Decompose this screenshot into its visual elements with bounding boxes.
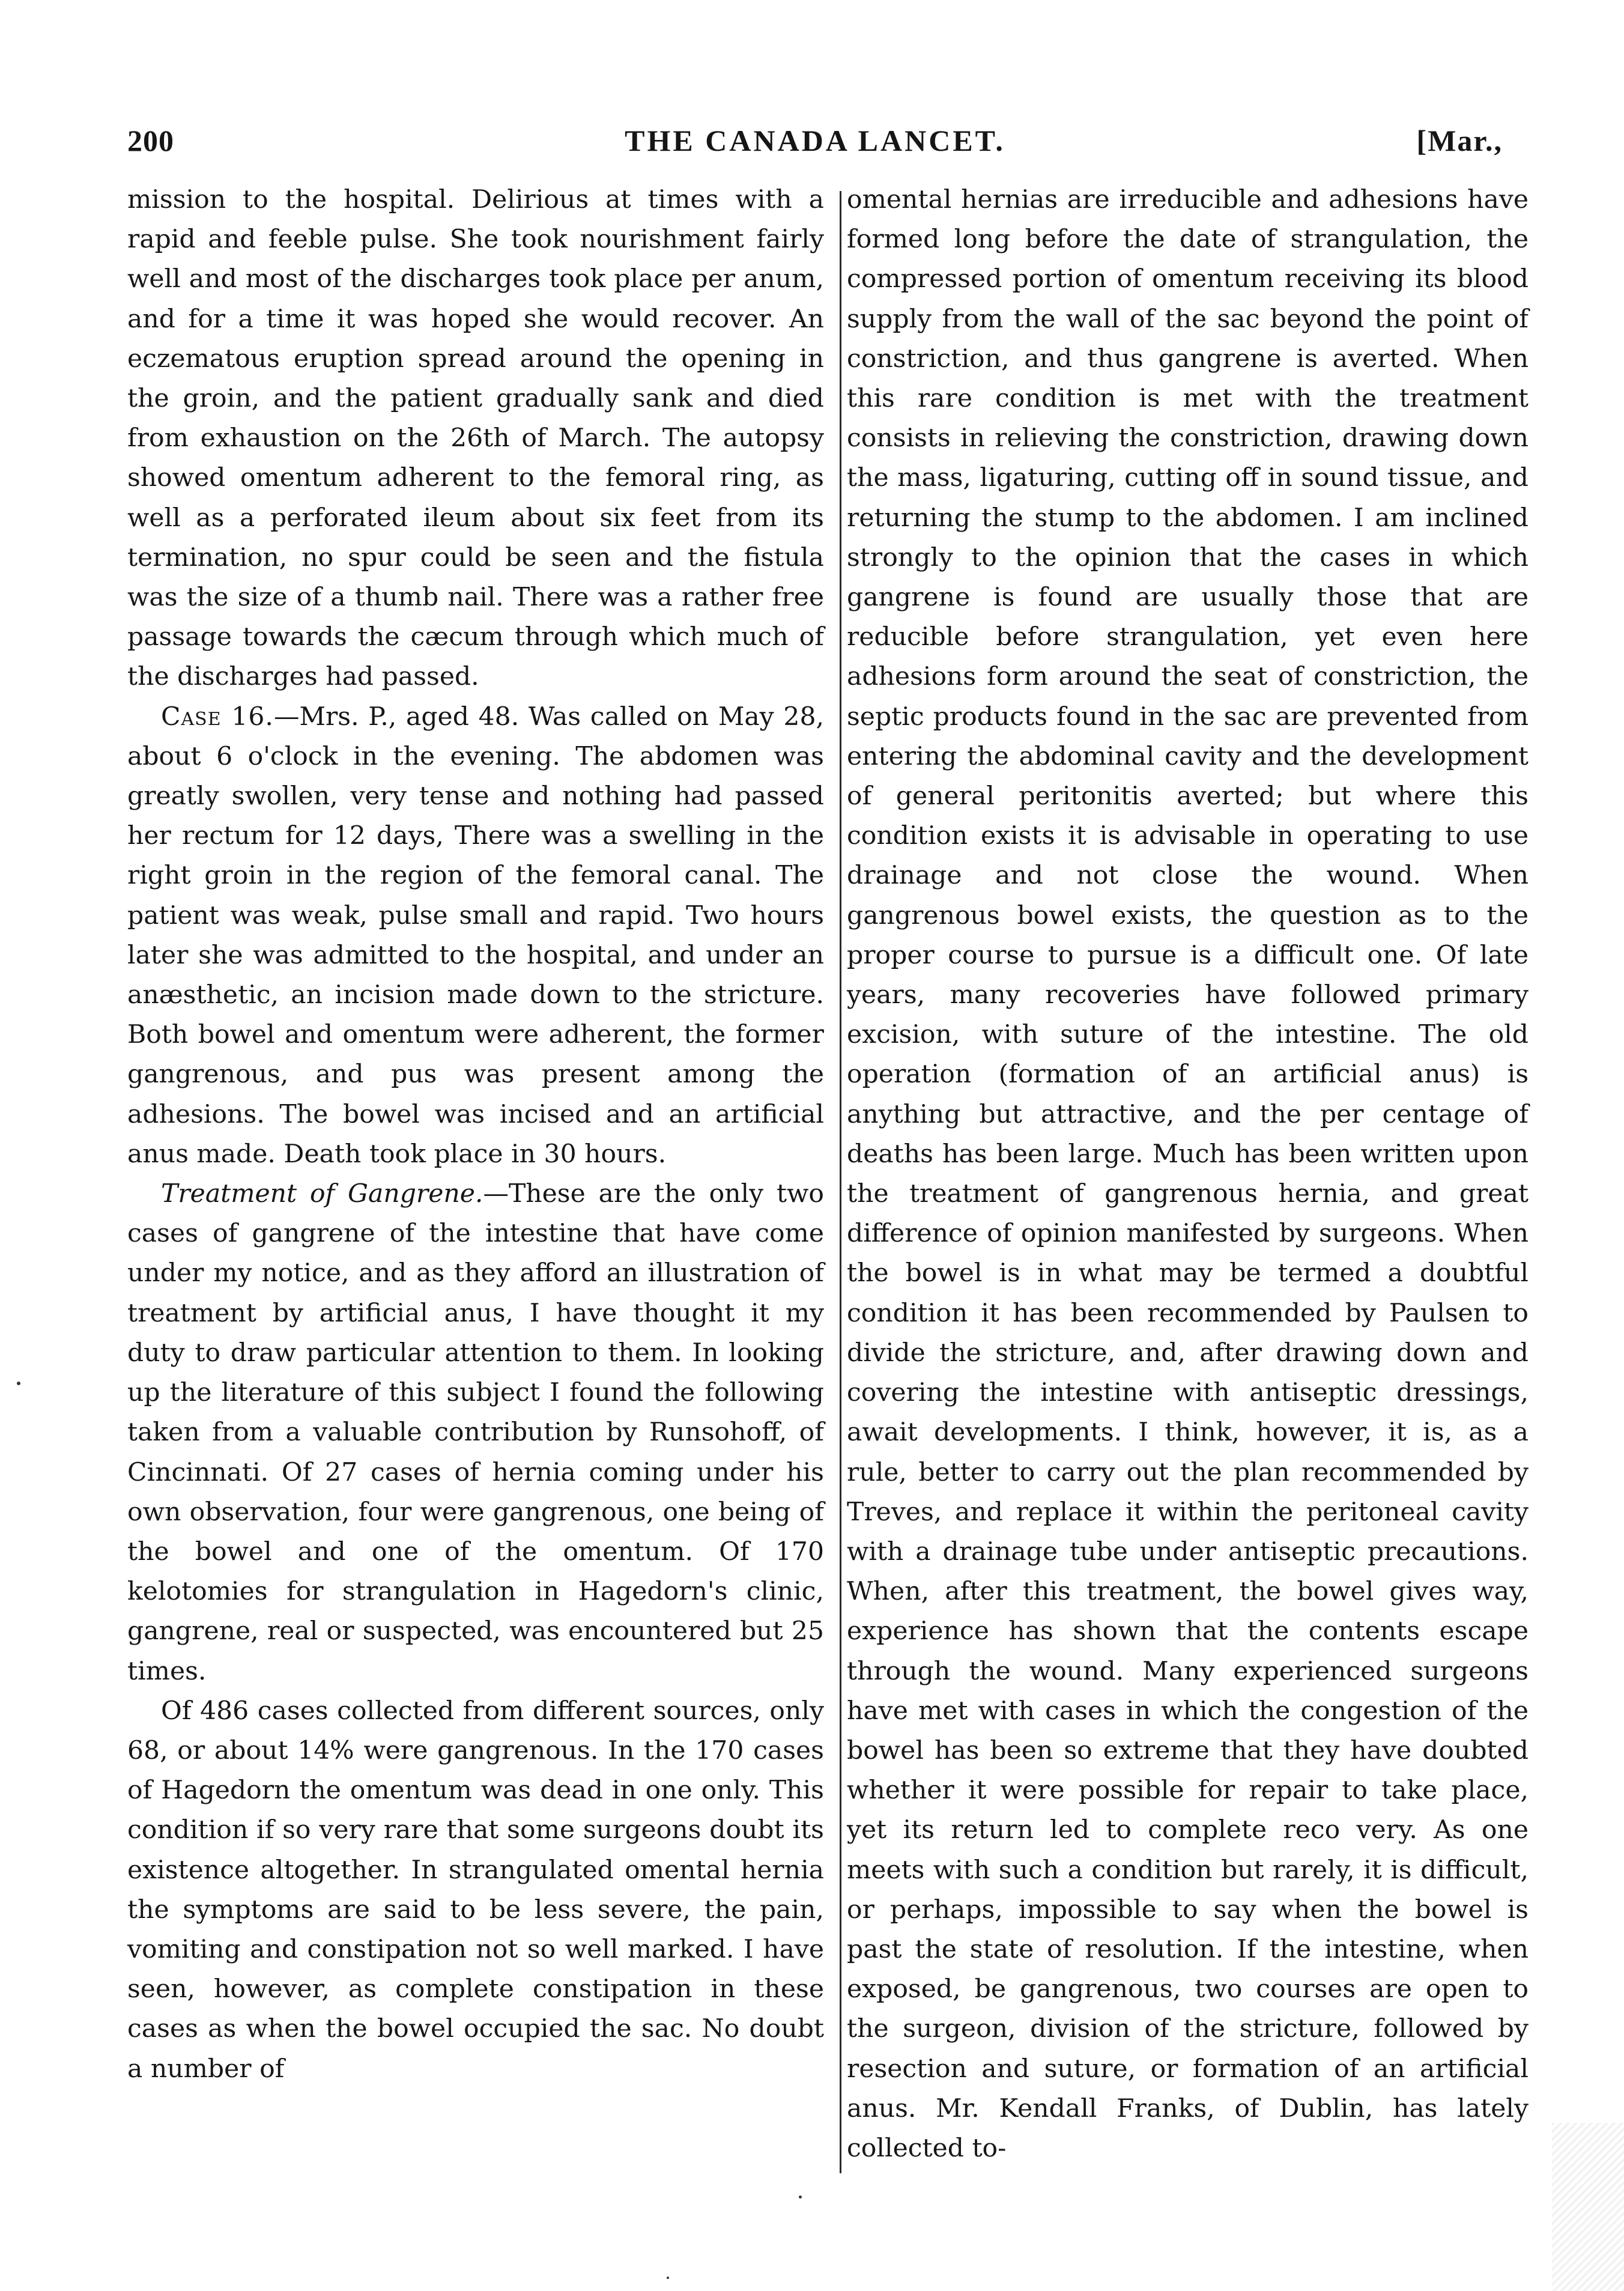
running-title: THE CANADA LANCET. [625,124,1005,157]
right-column [847,180,1529,2168]
treatment-text: —These are the only two cases of gangrene of the intestine that have come under my notice, and as they afford an illustration of treatment by artificial anus, I have thought it my duty to draw particular attention to them. In looking up the literature of this subject I found the following taken from a valuable contribution by Runsohoff, of Cincinnati. Of 27 cases of hernia coming under his own observation, four were gangrenous, one being of the bowel and one of the omentum. Of 170 kelotomies for strangulation in Hagedorn's clinic, gangrene, real or suspected, was encountered but 25 times. [127,1179,824,1686]
left-column [127,180,824,2089]
paragraph-treatment-of-gangrene [127,1174,824,1692]
case-16-label: Case 16. [161,702,274,732]
paragraph-case-16 [127,697,824,1174]
paragraph-486-cases: Of 486 cases collected from different sources, only 68, or about 14% were gangrenous. In the 170 cases of Hagedorn the omentum was dead in one only. This condition if so very rare that some surgeons doubt its existence altogether. In strangulated omental hernia the symptoms are said to be less severe, the pain, vomiting and constipation not so well marked. I have seen, however, as complete constipation in these cases as when the bowel occupied the sac. No doubt a number of [127,1696,824,2084]
page-edge-shadow [1552,2123,1624,2291]
paragraph-case-15-continued: mission to the hospital. Delirious at times with a rapid and feeble pulse. She took nourishment fairly well and most of the discharges took place per anum, and for a time it was hoped she would recover. An eczematous eruption spread around the opening in the groin, and the patient gradually sank and died from exhaustion on the 26th of March. The autopsy showed omentum adherent to the femoral ring, as well as a perforated ileum about six feet from its termination, no spur could be seen and the fistula was the size of a thumb nail. There was a rather free passage towards the cæcum through which much of the discharges had passed. [127,185,824,692]
issue-mark: [Mar., [1416,124,1503,157]
page-number: 200 [127,124,174,157]
column-divider [840,191,841,2173]
paragraph-omental-hernias: omental hernias are irreducible and adhesions have formed long before the date of strangulation, the compressed portion of omentum receiving its blood supply from the wall of the sac beyond the point of constriction, and thus gangrene is averted. When this rare condition is met with the treatment consists in relieving the constriction, drawing down the mass, ligaturing, cutting off in sound tissue, and returning the stump to the abdomen. I am inclined strongly to the opinion that the cases in which gangrene is found are usually those that are reducible before strangulation, yet even here adhesions form around the seat of constriction, the septic products found in the sac are prevented from entering the abdominal cavity and the development of general peritonitis averted; but where this condition exists it is advisable in operating to use drainage and not close the wound. When gangrenous bowel exists, the question as to the proper course to pursue is a difficult one. Of late years, many recoveries have followed primary excision, with suture of the intestine. The old operation (formation of an artificial anus) is anything but attractive, and the per centage of deaths has been large. Much has been written upon the treatment of gangrenous hernia, and great difference of opinion manifested by surgeons. When the bowel is in what may be termed a doubtful condition it has been recommended by Paulsen to divide the stricture, and, after drawing down and covering the intestine with antiseptic dressings, await developments. I think, however, it is, as a rule, better to carry out the plan recommended by Treves, and replace it within the peritoneal cavity with a drainage tube under antiseptic precautions. When, after this treatment, the bowel gives way, experience has shown that the contents escape through the wound. Many experienced surgeons have met with cases in which the congestion of the bowel has been so extreme that they have doubted whether it were possible for repair to take place, yet its return led to complete reco very. As one meets with such a condition but rarely, it is difficult, or perhaps, impossible to say when the bowel is past the state of resolution. If the intestine, when exposed, be gangrenous, two courses are open to the surgeon, division of the stricture, followed by resection and suture, or formation of an artificial anus. Mr. Kendall Franks, of Dublin, has lately collected to- [847,185,1529,2163]
treatment-heading: Treatment of Gangrene. [161,1179,483,1209]
page-header [127,123,1503,171]
scan-speck [799,2195,802,2198]
scan-speck [17,1382,20,1385]
case-16-text: —Mrs. P., aged 48. Was called on May 28, about 6 o'clock in the evening. The abdomen was greatly swollen, very tense and nothing had passed her rectum for 12 days, There was a swelling in the right groin in the region of the femoral canal. The patient was weak, pulse small and rapid. Two hours later she was admitted to the hospital, and under an anæsthetic, an incision made down to the stricture. Both bowel and omentum were adherent, the former gangrenous, and pus was present among the adhesions. The bowel was incised and an artificial anus made. Death took place in 30 hours. [127,702,824,1169]
scan-speck [667,2277,669,2279]
